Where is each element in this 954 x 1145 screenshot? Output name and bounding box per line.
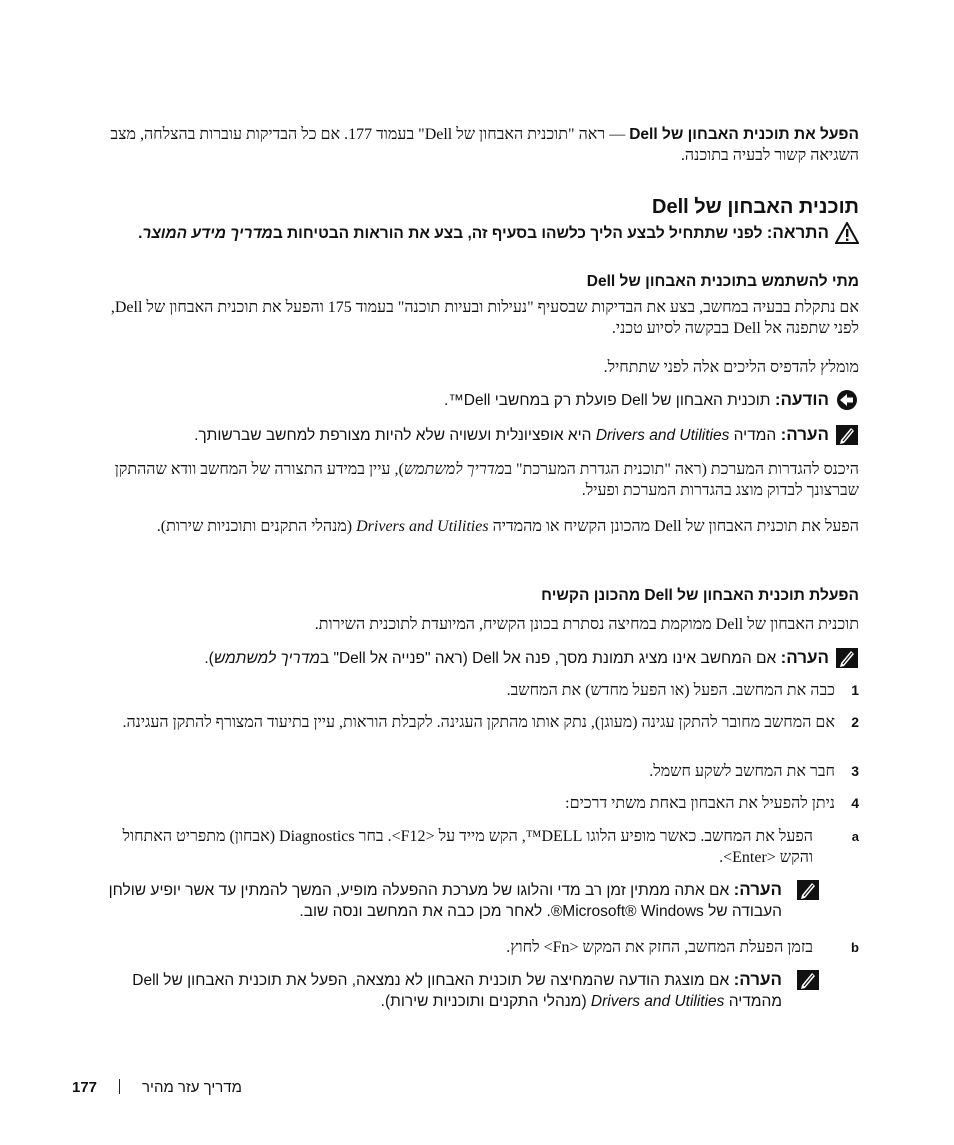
sub1-p4-italic: Drivers and Utilities <box>356 518 489 535</box>
note1-italic: Drivers and Utilities <box>595 427 730 444</box>
note1-label: הערה: <box>780 425 829 444</box>
intro-paragraph <box>94 124 859 166</box>
note-icon <box>796 969 820 991</box>
note2-italic: מדריך למשתמש <box>213 650 320 667</box>
section-title: תוכנית האבחון של Dell <box>652 196 859 218</box>
footer <box>72 1079 242 1096</box>
caution-label: התראה: <box>766 223 829 242</box>
notice-label: הודעה: <box>774 390 829 409</box>
footer-divider <box>119 1079 120 1094</box>
note2-block <box>59 647 859 669</box>
step-2 <box>75 712 859 733</box>
sub1-p4-b: (מנהלי התקנים ותוכניות שירות). <box>156 518 357 535</box>
note-icon <box>835 424 859 446</box>
substep-text: בזמן הפעלת המחשב, החזק את המקש <Fn> לחוץ. <box>506 939 813 956</box>
step-text: אם המחשב מחובר להתקן עגינה (מעוגן), נתק אותו מהתקן העגינה. לקבלת הוראות, עיין בתיעוד המצורף להתקן העגינה. <box>122 714 835 731</box>
notice-text: תוכנית האבחון של Dell פועלת רק במחשבי Dell™. <box>443 392 775 409</box>
step-text: כבה את המחשב. הפעל (או הפעל מחדש) את המחשב. <box>506 682 835 699</box>
caution-end: . <box>138 225 143 242</box>
notice-icon <box>835 389 859 411</box>
note4-italic: Drivers and Utilities <box>590 993 725 1010</box>
note1-block <box>59 424 859 446</box>
caution-text: לפני שתתחיל לבצע הליך כלשהו בסעיף זה, בצע את הוראות הבטיחות ב <box>272 225 767 242</box>
step-text: ניתן להפעיל את האבחון באחת משתי דרכים: <box>565 795 835 812</box>
sub1-p3-a: היכנס להגדרות המערכת (ראה "תוכנית הגדרת המערכת" ב <box>504 461 859 478</box>
caution-block <box>59 222 859 244</box>
note3-label: הערה: <box>733 880 782 899</box>
sub1-p3-italic: מדריך למשתמש <box>403 461 505 478</box>
sub2-p1: תוכנית האבחון של Dell ממוקמת במחיצה נסתרת בכונן הקשיח, המיועדת לתוכנית השירות. <box>314 616 859 633</box>
step-number: 1 <box>851 682 859 698</box>
step-number: 4 <box>851 795 859 811</box>
sub1-p3 <box>94 459 859 501</box>
note4-block <box>87 969 820 1012</box>
step-4 <box>75 793 859 814</box>
step-1 <box>75 680 859 701</box>
sub1-p4 <box>94 516 859 537</box>
page-number: 177 <box>72 1079 98 1096</box>
note4-b: (מנהלי התקנים ותוכניות שירות). <box>380 993 591 1010</box>
intro-text: — ראה "תוכנית האבחון של Dell" בעמוד 177. אם כל הבדיקות עוברות בהצלחה, מצב השגיאה קשור לבעיה בתוכנה. <box>110 126 859 164</box>
intro-bold: הפעל את תוכנית האבחון של Dell <box>629 126 859 143</box>
note-icon <box>835 647 859 669</box>
sub2-title: הפעלת תוכנית האבחון של Dell מהכונן הקשיח <box>541 587 859 604</box>
note3-block <box>72 879 820 922</box>
substep-a <box>113 826 859 868</box>
warning-icon <box>835 222 859 244</box>
footer-title: מדריך עזר מהיר <box>142 1079 242 1096</box>
note2-label: הערה: <box>780 648 829 667</box>
sub1-p4-a: הפעל את תוכנית האבחון של Dell מהכונן הקשיח או מהמדיה <box>488 518 859 535</box>
note1-a: המדיה <box>729 427 781 444</box>
note2-b: ). <box>204 650 214 667</box>
note1-b: היא אופציונלית ועשויה שלא להיות מצורפת למחשב שברשותך. <box>194 427 596 444</box>
notice-block <box>59 389 859 411</box>
sub1-p2: מומלץ להדפיס הליכים אלה לפני שתתחיל. <box>603 359 859 376</box>
substep-letter: a <box>851 829 859 844</box>
step-number: 2 <box>851 714 859 730</box>
caution-italic: מדריך מידע המוצר <box>142 225 273 242</box>
substep-b <box>113 937 859 958</box>
step-number: 3 <box>851 763 859 779</box>
note-icon <box>796 879 820 901</box>
note4-a: אם מוצגת הודעה שהמחיצה של תוכנית האבחון לא נמצאה, הפעל את תוכנית האבחון של Dell מהמדיה <box>132 972 782 1010</box>
sub1-p3-b: ), עיין במידע התצורה של המחשב וודא שההתקן שברצונך לבדוק מוצג בהגדרות המערכת ופעיל. <box>114 461 859 499</box>
sub1-title: מתי להשתמש בתוכנית האבחון של Dell <box>586 273 859 290</box>
step-3 <box>75 761 859 782</box>
note3-text: אם אתה ממתין זמן רב מדי והלוגו של מערכת ההפעלה מופיע, המשך להמתין עד אשר יופיע שולחן העבודה של Microsoft® Windows®. לאחר מכן כבה את המחשב ונסה שוב. <box>108 882 782 920</box>
sub1-p1: אם נתקלת בבעיה במחשב, בצע את הבדיקות שבסעיף "נעילות ובעיות תוכנה" בעמוד 175 והפעל את תוכנית האבחון של Dell, לפני שתפנה אל Dell בבקשה לסיוע טכני. <box>110 299 859 337</box>
substep-text: הפעל את המחשב. כאשר מופיע הלוגו DELL™, הקש מייד על <F12>. בחר Diagnostics (אבחון) מתפריט האתחול והקש <Enter>. <box>122 828 813 866</box>
note4-label: הערה: <box>733 970 782 989</box>
note2-a: אם המחשב אינו מציג תמונת מסך, פנה אל Dell (ראה "פנייה אל Dell" ב <box>319 650 781 667</box>
step-text: חבר את המחשב לשקע חשמל. <box>649 763 835 780</box>
substep-letter: b <box>851 940 859 955</box>
